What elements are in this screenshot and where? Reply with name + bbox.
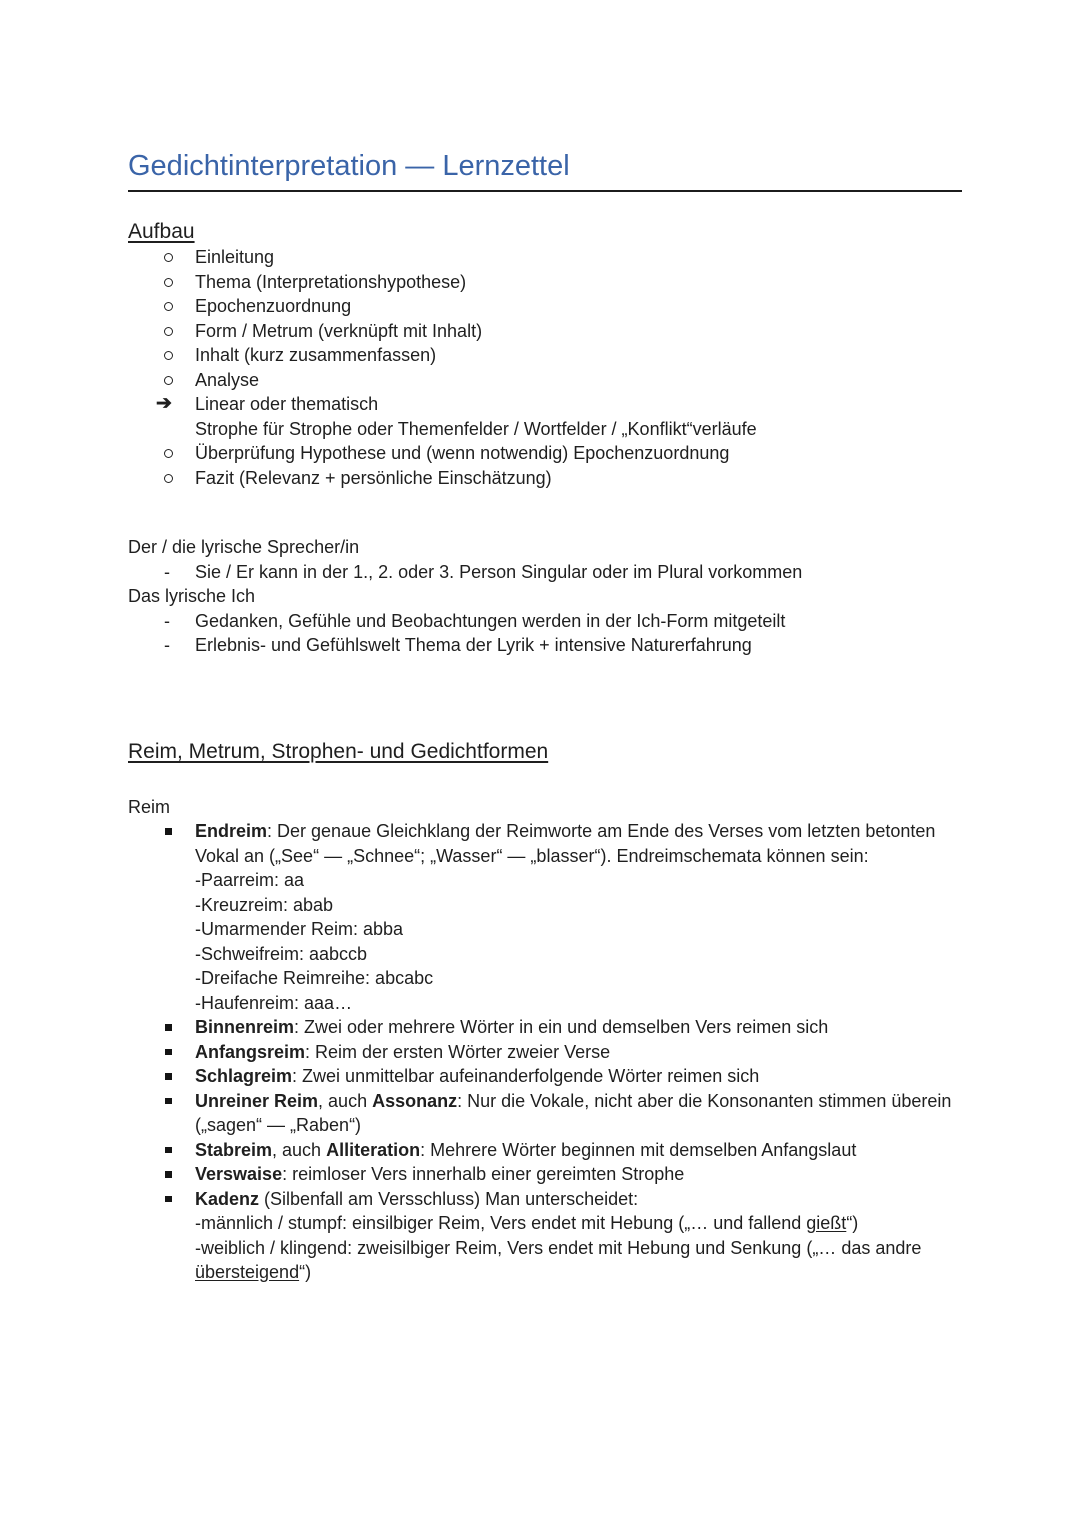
list-item xyxy=(128,844,962,869)
text-segment: Reim xyxy=(128,796,171,817)
list-item xyxy=(128,319,962,344)
text-segment: Thema (Interpretationshypothese) xyxy=(195,271,467,292)
text-segment: Binnenreim xyxy=(195,1017,295,1037)
text-segment: : reimloser Vers innerhalb einer gereimten Strophe xyxy=(282,1164,685,1184)
paragraph xyxy=(128,795,962,820)
text-segment: Inhalt (kurz zusammenfassen) xyxy=(195,345,437,365)
text-segment: Erlebnis- und Gefühlswelt Thema der Lyrik + intensive Naturerfahrung xyxy=(195,635,752,655)
list-item xyxy=(128,1260,962,1285)
spacer xyxy=(128,658,962,738)
list-item xyxy=(128,893,962,918)
section-heading: Reim, Metrum, Strophen- und Gedichtformen xyxy=(128,739,549,763)
list-item xyxy=(128,917,962,942)
text-segment: Epochenzuordnung xyxy=(195,296,352,316)
list-item xyxy=(128,1015,962,1040)
text-segment: Endreim xyxy=(195,821,268,841)
list-item xyxy=(128,294,962,319)
list-item xyxy=(128,343,962,368)
dash-bullet-icon: - xyxy=(164,635,170,655)
text-segment: Anfangsreim xyxy=(195,1041,306,1062)
square-bullet-icon xyxy=(165,828,172,835)
text-segment: : Mehrere Wörter beginnen mit demselben Anfangslaut xyxy=(420,1139,857,1160)
list-item xyxy=(128,1236,962,1261)
list-item xyxy=(128,1187,962,1212)
list-item xyxy=(128,1211,962,1236)
bullet-circle-icon xyxy=(164,376,173,385)
arrow-bullet-icon: ➔ xyxy=(156,393,172,414)
text-segment: : Zwei unmittelbar aufeinanderfolgende Wörter reimen sich xyxy=(292,1066,760,1086)
text-segment: Sie / Er kann in der 1., 2. oder 3. Person Singular oder im Plural vorkommen xyxy=(195,561,803,582)
text-segment: Fazit (Relevanz + persönliche Einschätzung) xyxy=(195,467,552,488)
list-item xyxy=(128,441,962,466)
document-title: Gedichtinterpretation — Lernzettel xyxy=(128,150,962,192)
list-item xyxy=(128,942,962,967)
text-segment: “) xyxy=(299,1262,312,1282)
text-segment: Assonanz xyxy=(372,1090,458,1111)
text-segment: -Schweifreim: aabccb xyxy=(195,943,368,964)
square-bullet-icon xyxy=(165,1196,172,1203)
paragraph xyxy=(128,535,962,560)
text-segment: -Kreuzreim: abab xyxy=(195,894,334,915)
list-item xyxy=(128,991,962,1016)
text-segment: -Dreifache Reimreihe: abcabc xyxy=(195,968,434,988)
text-segment: : Reim der ersten Wörter zweier Verse xyxy=(305,1041,611,1062)
bullet-circle-icon xyxy=(164,449,173,458)
text-segment: : Nur die Vokale, nicht aber die Konsonanten stimmen überein xyxy=(457,1090,952,1111)
list-item xyxy=(128,466,962,491)
text-segment: -Paarreim: aa xyxy=(195,870,305,890)
bullet-circle-icon xyxy=(164,351,173,360)
dash-bullet-icon: - xyxy=(164,610,170,631)
text-segment: , auch xyxy=(318,1090,373,1111)
text-segment: -Haufenreim: aaa… xyxy=(195,992,353,1013)
text-segment: Schlagreim xyxy=(195,1066,293,1086)
bullet-circle-icon xyxy=(164,327,173,336)
text-segment: Der / die lyrische Sprecher/in xyxy=(128,537,360,557)
list-item xyxy=(128,819,962,844)
text-segment: Kadenz xyxy=(195,1188,260,1209)
text-segment: Stabreim xyxy=(195,1139,273,1160)
text-segment: Linear oder thematisch xyxy=(195,394,379,414)
text-segment: Vokal an („See“ — „Schnee“; „Wasser“ — „blasser“). Endreimschemata können sein: xyxy=(195,845,869,866)
square-bullet-icon xyxy=(165,1147,172,1154)
spacer xyxy=(128,765,962,795)
list-item xyxy=(128,1089,962,1114)
list-item xyxy=(128,1162,962,1187)
text-segment: -weiblich / klingend: zweisilbiger Reim, Vers endet mit Hebung und Senkung („… das andre xyxy=(195,1237,922,1258)
text-segment: Verswaise xyxy=(195,1164,283,1184)
paragraph xyxy=(128,584,962,609)
square-bullet-icon xyxy=(165,1073,172,1080)
text-segment: (Silbenfall am Versschluss) Man unterscheidet: xyxy=(259,1188,639,1209)
list-item xyxy=(128,1040,962,1065)
spacer xyxy=(128,490,962,535)
list-item xyxy=(128,417,962,442)
text-segment: : Zwei oder mehrere Wörter in ein und demselben Vers reimen sich xyxy=(294,1017,829,1037)
list-item xyxy=(128,368,962,393)
text-segment: Einleitung xyxy=(195,247,275,267)
list-item xyxy=(128,1064,962,1089)
text-segment: gießt xyxy=(806,1213,847,1233)
list-item xyxy=(128,245,962,270)
list-item xyxy=(128,270,962,295)
square-bullet-icon xyxy=(165,1049,172,1056)
list-item xyxy=(128,560,962,585)
text-segment: Form / Metrum (verknüpft mit Inhalt) xyxy=(195,320,483,341)
square-bullet-icon xyxy=(165,1024,172,1031)
list-item xyxy=(128,633,962,658)
bullet-circle-icon xyxy=(164,474,173,483)
text-segment: Gedanken, Gefühle und Beobachtungen werden in der Ich-Form mitgeteilt xyxy=(195,610,786,631)
bullet-circle-icon xyxy=(164,302,173,311)
list-item xyxy=(128,1138,962,1163)
square-bullet-icon xyxy=(165,1098,172,1105)
text-segment: -Umarmender Reim: abba xyxy=(195,919,404,939)
list-item xyxy=(128,392,962,417)
text-segment: übersteigend xyxy=(195,1262,300,1282)
list-item xyxy=(128,966,962,991)
text-segment: („sagen“ — „Raben“) xyxy=(195,1115,362,1135)
dash-bullet-icon: - xyxy=(164,561,170,582)
text-segment: Strophe für Strophe oder Themenfelder / Wortfelder / „Konflikt“verläufe xyxy=(195,418,757,439)
list-item xyxy=(128,868,962,893)
square-bullet-icon xyxy=(165,1171,172,1178)
text-segment: Analyse xyxy=(195,369,260,390)
bullet-circle-icon xyxy=(164,253,173,262)
text-segment: Unreiner Reim xyxy=(195,1090,319,1111)
bullet-circle-icon xyxy=(164,278,173,287)
text-segment: Überprüfung Hypothese und (wenn notwendig) Epochenzuordnung xyxy=(195,443,730,463)
text-segment: “) xyxy=(846,1213,859,1233)
document-body xyxy=(128,218,962,1285)
text-segment: Das lyrische Ich xyxy=(128,586,256,606)
text-segment: : Der genaue Gleichklang der Reimworte am Ende des Verses vom letzten betonten xyxy=(267,821,936,841)
list-item xyxy=(128,1113,962,1138)
list-item xyxy=(128,609,962,634)
text-segment: Alliteration xyxy=(326,1139,421,1160)
text-segment: , auch xyxy=(272,1139,327,1160)
section-heading: Aufbau xyxy=(128,220,195,243)
text-segment: -männlich / stumpf: einsilbiger Reim, Vers endet mit Hebung („… und fallend xyxy=(195,1213,807,1233)
